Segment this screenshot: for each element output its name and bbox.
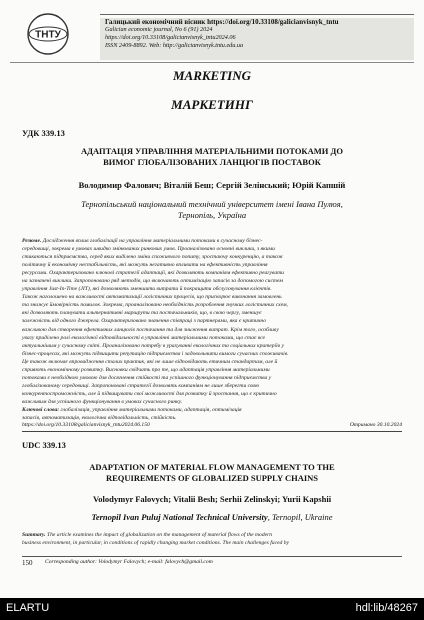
- abstract-line: увагу приділено ролі екологічної відповідальності в управлінні матеріальними потоками, що стає все: [22, 334, 266, 341]
- abstract-line: [22, 237, 402, 245]
- keywords-line: [22, 406, 402, 414]
- udc-code: UDC 339.13: [22, 440, 66, 450]
- repository-name: ELARTU: [6, 602, 50, 614]
- abstract-line: важливою для створення ефективних ланцюгів постачання та для зниження витрат. Крім того, особливу: [22, 326, 279, 333]
- abstract-line: залежність від одного джерела. Охарактеризовано значення співпраці з партнерами, яка є критично: [22, 318, 266, 325]
- section-title-en: MARKETING: [172, 68, 252, 83]
- affiliation-line: Тернопільський національний технічний університет імені Івана Пулюя,: [81, 199, 343, 209]
- summary-text: The article examines the impact of globalization on the management of material flows of the modern: [46, 532, 273, 538]
- journal-header: [10, 10, 414, 64]
- title-line: REQUIREMENTS OF GLOBALIZED SUPPLY CHAINS: [105, 473, 319, 483]
- abstract-line: на зазначені виклики. Запропоновано ряд методів, що включають оптимізацію запасів за допомогою систем: [22, 278, 283, 285]
- received-date: Отримано 30.10.2024: [349, 422, 402, 428]
- title-line: АДАПТАЦІЯ УПРАВЛІННЯ МАТЕРІАЛЬНИМИ ПОТОКАМИ ДО: [81, 146, 343, 156]
- abstract-line: стикаються підприємства, серед яких виділено зміни споживчого попиту, зростаючу конкуренцію, а також: [22, 254, 284, 261]
- abstract-text: Дослідження вплив глобалізації на управління матеріальними потоками в сучасному бізнес-: [42, 238, 263, 244]
- handle-id: hdl:lib/48267: [355, 602, 418, 614]
- section-divider: [22, 431, 402, 432]
- abstract-line: та знижує ймовірність помилок. Зокрема, проаналізовано необхідність розроблення гнучких логістичних схем,: [22, 302, 288, 309]
- title-line: ADAPTATION OF MATERIAL FLOW MANAGEMENT TO THE: [89, 462, 335, 472]
- abstract-line: політичну й економічну нестабільність, які можуть негативно впливати на ефективність управління: [22, 262, 268, 269]
- abstract-line: бізнес-процесах, які можуть підвищити репутацію підприємства і задовольнити вимоги сучасних споживачів.: [22, 350, 289, 357]
- tntu-logo-icon: [26, 12, 70, 56]
- abstract-line: важливим для успішного функціонування в умовах сучасного ринку.: [22, 398, 183, 405]
- summary-en: [22, 531, 402, 547]
- abstract-line: потоками є необхідною умовою для досягнення стійкості та успішного функціонування підприємства у: [22, 374, 272, 381]
- summary-line: [22, 531, 402, 539]
- affiliation-university: Ternopil Ivan Puluj National Technical University: [91, 512, 268, 522]
- title-line: ВИМОГ ГЛОБАЛІЗОВАНИХ ЛАНЦЮГІВ ПОСТАВОК: [103, 157, 321, 167]
- section-title-ua: МАРКЕТИНГ: [171, 97, 253, 112]
- journal-issn: ISSN 2409-8892. Web: http://galicianvisnyk.tntu.edu.ua: [105, 42, 244, 49]
- summary-line: business environment, in particular, in conditions of rapidly changing market conditions. The main challenges faced by: [22, 540, 290, 547]
- affiliation-city: , Ternopil, Ukraine: [267, 512, 333, 522]
- corresponding-author-note: Corresponding author: Volodymyr Falovych; e-mail: falovych@gmail.com: [45, 559, 213, 565]
- abstract-line: ресурсами. Охарактеризовано ключові стратегії адаптації, які дозволяють компаніям ефективно реагувати: [22, 270, 284, 277]
- logo-text: ТНТУ: [35, 29, 61, 41]
- abstract-line: середовищі, зокрема в умовах швидко змінюваних ринкових умов. Проаналізовано основні виклики, з якими: [22, 246, 275, 253]
- abstract-ua: [22, 237, 402, 422]
- authors-ua: Володимир Фалович; Віталій Беш; Сергій Зелінський; Юрій Капшій: [78, 180, 346, 190]
- journal-issue: Galician economic journal, No 6 (91) 2024: [105, 26, 213, 33]
- keywords-text: глобалізація, управління матеріальними потоками, адаптація, оптимізація: [60, 406, 242, 413]
- abstract-line: Це також включає впровадження сталих практик, які не лише відповідають етичним стандартам, але й: [22, 358, 278, 365]
- article-doi-link[interactable]: https://doi.org/10.33108/galicianvisnyk_tntu2024.06.150: [22, 422, 150, 428]
- header-bottom-rule: [10, 62, 414, 63]
- article-title-ua: [20, 146, 404, 168]
- affiliation-line: Тернопіль, Україна: [177, 210, 247, 220]
- keywords-line: запасів, автоматизація, екологічна відповідальність, стійкість.: [22, 415, 177, 422]
- header-top-rule: [100, 14, 414, 15]
- summary-label: Summary.: [22, 532, 46, 538]
- affiliation-ua: [30, 199, 394, 221]
- abstract-line: глобалізованому середовищі. Запропоновані стратегії дозволять компаніям не лише зберегти свою: [22, 382, 260, 389]
- abstract-line: управління Just-In-Time (JIT), які дозволяють зменшити витрати й покращити обслуговування клієнтів.: [22, 286, 272, 293]
- journal-title: Галицький економічний вісник https://doi.org/10.33108/galicianvisnyk_tntu: [105, 18, 339, 26]
- abstract-line: сприяють економічному розвитку. Висновки свідчать про те, що адаптація управління матеріальними: [22, 366, 270, 373]
- footer-rule: [22, 556, 402, 557]
- doi-row: [22, 422, 402, 428]
- header-text: [105, 18, 417, 50]
- abstract-line: Також наголошено на важливості автоматизації логістичних процесів, що прискорює виконання замовлень: [22, 294, 282, 301]
- affiliation-en: [30, 512, 394, 523]
- page-number: 150: [22, 559, 33, 567]
- abstract-line: які дозволяють планувати альтернативні маршрути та постачальників, що, в свою чергу, зменшує: [22, 310, 262, 317]
- article-title-en: [20, 462, 404, 484]
- abstract-line: актуальнішим у сучасному світі. Проаналізовано потребу в урахуванні екологічних та соціальних критеріїв у: [22, 342, 284, 349]
- journal-doi: https://doi.org/10.33108/galicianvisnyk_tntu2024.06: [105, 34, 236, 41]
- repository-bar: [0, 598, 424, 620]
- authors-en: Volodymyr Falovych; Vitalii Besh; Serhii Zelinskyi; Yurii Kapshii: [92, 494, 332, 504]
- udk-code: УДК 339.13: [22, 128, 65, 138]
- abstract-line: конкурентоспроможність, але й підвищувати свої можливості для розвитку й зростання, що є критично: [22, 390, 277, 397]
- abstract-label: Резюме.: [22, 238, 42, 244]
- keywords-label: Ключові слова:: [22, 406, 60, 413]
